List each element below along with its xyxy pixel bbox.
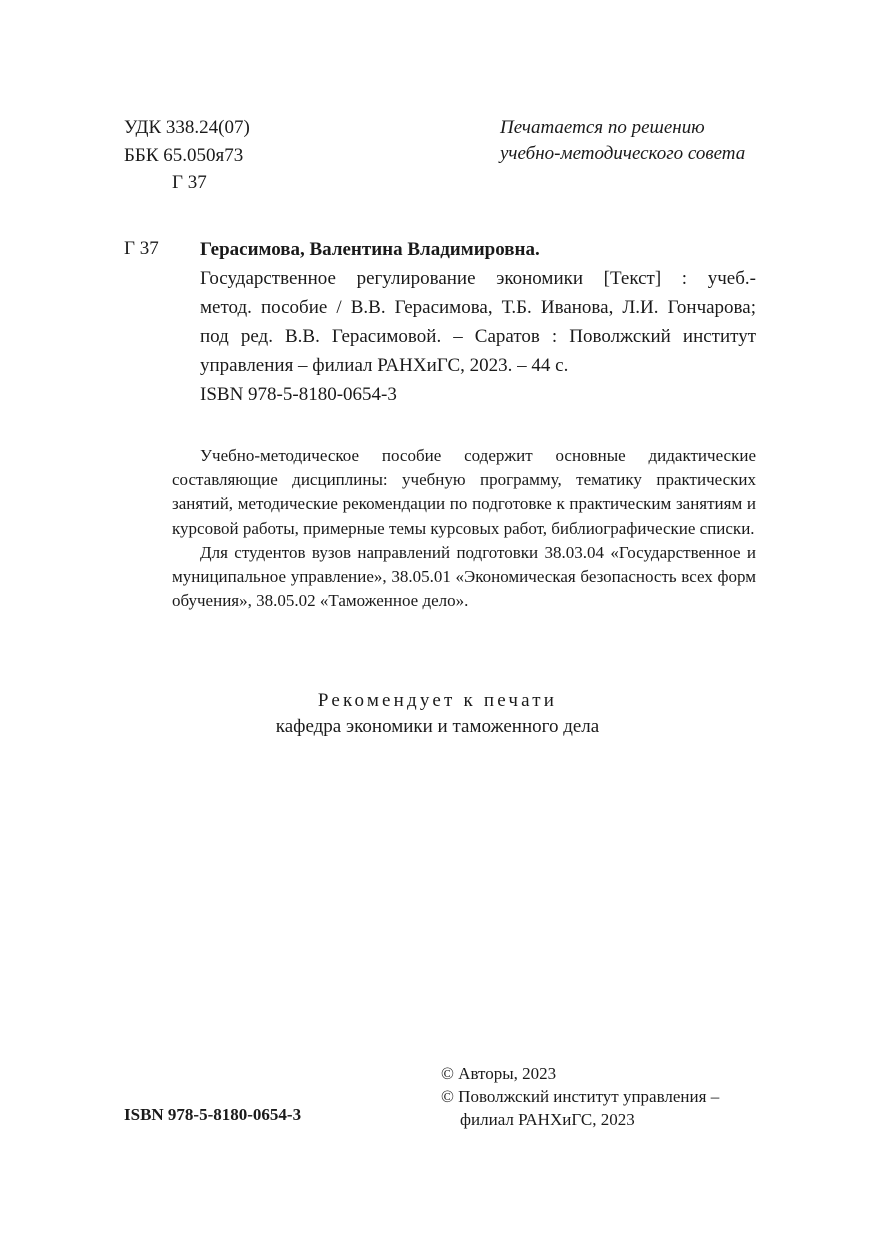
entry-isbn: ISBN 978-5-8180-0654-3 [200,384,397,405]
entry-line: управления – филиал РАНХиГС, 2023. – 44 с. [200,355,569,376]
entry-line: Государственное регулирование экономики [Текст] : учеб.- [200,268,756,289]
entry-author: Герасимова, Валентина Владимировна. [200,239,540,260]
annotation-paragraph: Для студентов вузов направлений подготовки 38.03.04 «Государственное и муниципальное управление», 38.05.01 «Экономическая безопасность всех форм обучения», 38.05.02 «Таможенное дело». [172,542,756,611]
author-mark: Г 37 [172,172,207,193]
bibliographic-entry [200,235,756,409]
recommendation-department: кафедра экономики и таможенного дела [275,716,600,737]
footer-isbn: ISBN 978-5-8180-0654-3 [124,1105,302,1124]
copyright-institute: © Поволжский институт управления – [441,1087,720,1106]
annotation-paragraph: Учебно-методическое пособие содержит основные дидактические составляющие дисциплины: учебную программу, тематику практических занятий, методические рекомендации по подготовке к практическим занятиям и курсовой работы, примерные темы курсовых работ, библиографические списки. [172,446,756,538]
bbk-code: ББК 65.050я73 [124,145,244,166]
copyright-authors: © Авторы, 2023 [441,1064,557,1083]
udc-code: УДК 338.24(07) [124,117,250,138]
recommendation-heading: Рекомендует к печати [317,690,558,711]
entry-line: под ред. В.В. Герасимовой. – Саратов : Поволжский институт [200,326,756,347]
copyright-institute-cont: филиал РАНХиГС, 2023 [460,1110,635,1129]
annotation [172,444,756,613]
print-approval-line2: учебно-методического совета [500,143,746,164]
print-approval-line1: Печатается по решению [500,117,705,138]
entry-line: метод. пособие / В.В. Герасимова, Т.Б. Иванова, Л.И. Гончарова; [200,297,756,318]
entry-code: Г 37 [124,238,159,259]
